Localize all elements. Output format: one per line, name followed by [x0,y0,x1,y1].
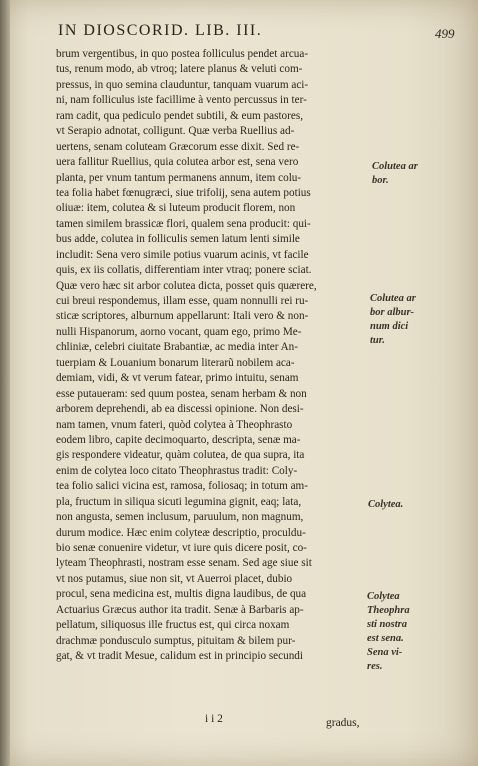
text-line: oliuæ: item, colutea & si luteum producit florem, non [56,202,296,215]
text-line: durum modice. Hæc enim colyteæ descriptio, proculdu- [56,526,306,539]
text-line: uera fallitur Ruellius, quia colutea arbor est, sena vero [56,156,299,169]
text-line: ram cadit, qua pediculo pendet subtili, & eum pastores, [56,109,303,122]
text-line: planta, per vnum tantum permanens annum, item colu- [56,171,302,184]
text-line: enim de colytea loco citato Theophrastus tradit: Coly- [56,464,298,477]
text-line: bio senæ conuenire videtur, vt iure quis dicere posit, co- [56,542,307,554]
text-line: demiam, vidi, & vt verum fatear, primo intuitu, senam [56,372,299,385]
page-edge [0,0,10,766]
margin-note-line: Theophra [367,605,410,616]
text-line: eodem libro, capite decimoquarto, descripta, senæ ma- [56,433,301,446]
text-line: gis respondere videatur, quàm colutea, de qua supra, ita [56,449,305,462]
margin-note [372,160,418,188]
margin-note-line: bor. [372,175,389,186]
margin-note-line: tur. [370,335,385,346]
margin-note-line: Colutea ar [372,161,418,172]
text-line: ni, nam folliculus iste facillime à vento percussus in ter- [56,94,307,107]
text-line: tea folia habet fœnugræci, siue trifolij, sena autem potius [56,186,311,199]
text-line: tuerpiam & Louanium bonarum literarũ nobilem aca- [56,356,295,369]
text-line: includit: Sena vero simile potius vuarum acinis, vt facile [56,248,309,261]
text-line: arborem deprehendi, ab ea discessi opinione. Non desi- [56,403,304,416]
text-line: sticæ scriptores, alburnum appellarunt: Itali vero & non- [56,310,309,323]
text-line [56,680,366,695]
running-header: IN DIOSCORID. LIB. III. [58,22,263,39]
text-line: pellatum, siliquosus ille fructus est, qui circa noxam [56,619,290,632]
text-line: tea folio salici vicina est, ramosa, foliosaq; in totum am- [56,480,308,493]
margin-note [368,498,403,512]
text-line: quis, ex iis collatis, differentiam inter vtraq; ponere sciat. [56,264,312,277]
margin-note-line: Colutea ar [370,293,416,304]
text-line: pressus, in quo semina clauduntur, tanquam vuarum aci- [56,78,309,91]
text-line: brum vergentibus, in quo postea folliculus pendet arcua- [56,48,309,60]
text-line: vt nos putamus, siue non sit, vt Auerroi placet, dubio [56,572,293,585]
text-line [56,665,366,680]
margin-note-line: num dici [370,321,409,332]
page-number: 499 [435,26,455,41]
text-line: vt Serapio adnotat, colligunt. Quæ verba Ruellius ad- [56,125,295,138]
text-line: tus, renum modo, ab vtroq; latere planus & veluti com- [56,63,303,76]
text-line: uertens, senam coluteam Græcorum esse dixit. Sed re- [56,140,300,153]
text-line: pla, fructum in siliqua sicuti legumina gignit, eaq; lata, [56,495,302,508]
margin-note-line: Sena vi- [367,647,403,658]
text-line: chliniæ, celebri ciuitate Brabantiæ, ac media inter An- [56,341,299,354]
text-line: cui breui respondemus, illam esse, quam nonnulli rei ru- [56,295,309,307]
margin-note-line: Colytea. [368,499,404,510]
text-line: nam tamen, vnum fateri, quòd colytea à Theophrasto [56,418,293,431]
text-line: esse putaueram: sed quum postea, senam herbam & non [56,387,307,400]
text-line: tamen similem brassicæ flori, qualem sena producit: qui- [56,217,311,230]
text-line: nulli Hispanorum, aorno vocant, quam ego, primo Me- [56,325,302,338]
text-line: procul, sena medicina est, multis digna laudibus, de qua [56,588,307,601]
catchword: gradus, [326,717,360,729]
text-line: Actuarius Græcus author ita tradit. Senæ à Barbaris ap- [56,603,304,616]
text-line: gat, & vt tradit Mesue, calidum est in principio secundi [56,650,304,663]
text-line: bus adde, colutea in folliculis semen latum lenti simile [56,233,300,246]
margin-note-line: sti nostra [367,619,407,630]
text-line: lyteam Theophrasti, nostram esse senam. Sed age siue sit [56,557,312,570]
margin-note-line: bor albur- [370,307,415,318]
text-line: Quæ vero hæc sit arbor colutea dicta, posset quis quærere, [56,279,317,292]
signature-mark: i i 2 [205,713,223,725]
main-text-block [56,47,366,711]
margin-note-line: Colytea [367,591,400,602]
margin-note-line: res. [367,661,383,672]
margin-note-line: est sena. [367,633,404,644]
margin-note [367,590,410,674]
text-line [56,695,366,710]
text-line: non angusta, semen inclusum, paruulum, non magnum, [56,511,304,524]
text-line: drachmæ pondusculo sumptus, pituitam & bilem pur- [56,634,296,647]
margin-note [370,292,416,348]
